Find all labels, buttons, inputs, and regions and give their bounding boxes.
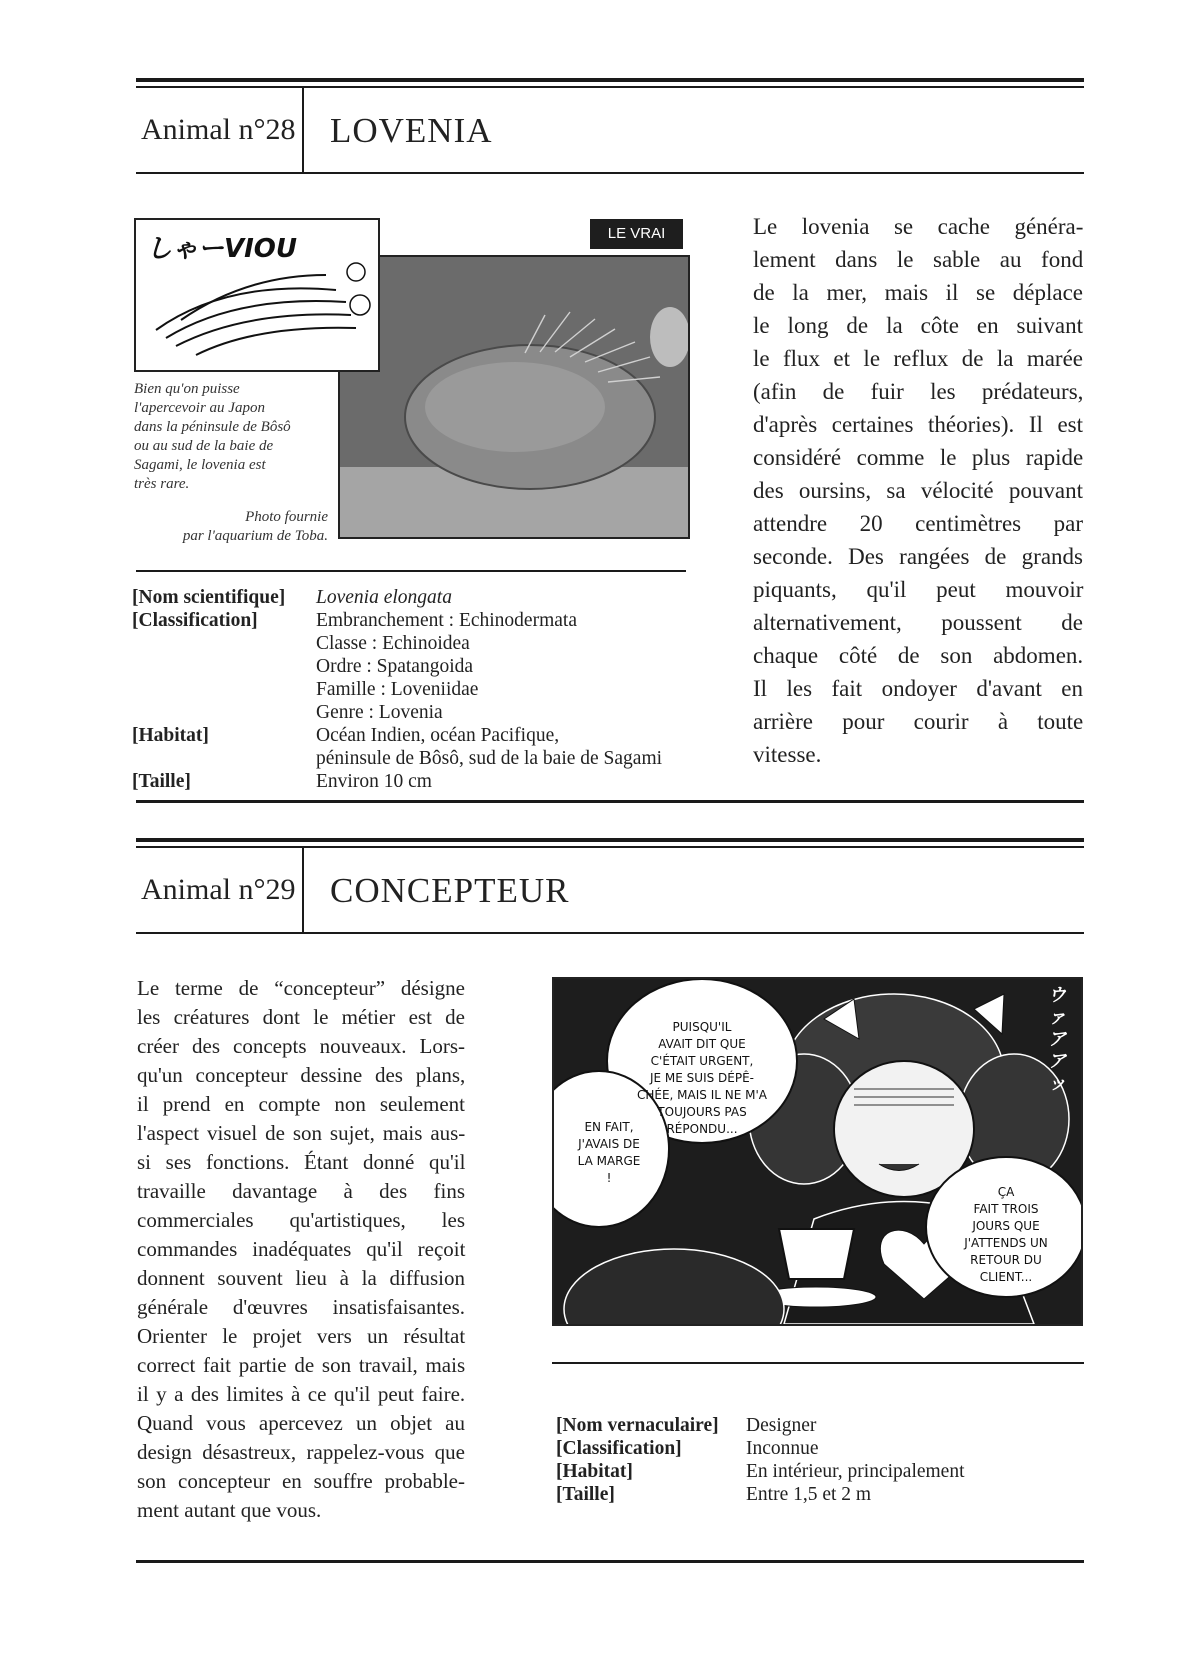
entry1-header-bottom-rule — [136, 172, 1084, 174]
entry2-bottom-rule — [136, 1560, 1084, 1563]
spec-row: [Habitat] Océan Indien, océan Pacifique, péninsule de Bôsô, sud de la baie de Sagami — [132, 725, 663, 769]
entry2-title: CONCEPTEUR — [330, 871, 570, 910]
speed-lines-illustration — [136, 220, 378, 370]
entry1-top-rule-thick — [136, 78, 1084, 82]
entry1-number: Animal n°28 — [141, 113, 296, 146]
entry1-specs — [132, 586, 662, 793]
entry2-specs — [556, 1414, 965, 1506]
spec-row: [Nom vernaculaire] Designer — [556, 1415, 817, 1436]
entry2-top-rule-thick — [136, 838, 1084, 842]
photo-caption: Bien qu'on puisse l'apercevoir au Japon dans la péninsule de Bôsô ou au sud de la baie de Sagami, le lovenia est très rare. — [134, 381, 291, 492]
speech-bubble-top: PUISQU'IL AVAIT DIT QUE C'ÉTAIT URGENT, JE ME SUIS DÉPÊ- CHÉE, MAIS IL NE M'A TOUJOURS PAS RÉPONDU... — [636, 1020, 767, 1136]
entry2-specs-top-rule — [552, 1362, 1084, 1364]
authenticity-tag: LE VRAI — [590, 219, 683, 249]
spec-row: [Classification] Inconnue — [556, 1438, 819, 1459]
panel-sound-effect: ウァアアッ — [1048, 985, 1066, 1094]
entry1-bottom-rule — [136, 800, 1084, 803]
spec-row: [Habitat] En intérieur, principalement — [556, 1461, 965, 1482]
speech-bubble-left: EN FAIT, J'AVAIS DE LA MARGE ! — [577, 1120, 641, 1185]
entry2-header-bottom-rule — [136, 932, 1084, 934]
entry1-top-rule-thin — [136, 86, 1084, 88]
manga-inset — [134, 218, 380, 372]
speech-bubble-right: ÇA FAIT TROIS JOURS QUE J'ATTENDS UN RETOUR DU CLIENT... — [964, 1185, 1048, 1284]
sea-urchin-illustration — [340, 257, 688, 537]
photo-credit: Photo fournie par l'aquarium de Toba. — [182, 509, 328, 544]
sound-effect: しゃーVIOU — [146, 234, 298, 264]
entry1-title: LOVENIA — [330, 111, 493, 150]
spec-row: [Classification] Embranchement : Echinodermata Classe : Echinoidea Ordre : Spatangoida Famille : Loveniidae Genre : Lovenia — [132, 610, 577, 723]
entry2-number: Animal n°29 — [141, 873, 296, 906]
entry2-top-rule-thin — [136, 846, 1084, 848]
spec-row: [Taille] Environ 10 cm — [132, 771, 432, 792]
entry2-header-divider — [302, 848, 304, 932]
entry2-description: Le terme de “concepteur” désigne les créatures dont le métier est de créer des concepts nouveaux. Lors- qu'un concepteur dessine des plans, il prend en compte non seulement l'aspect visuel de son sujet, mais aus- si ses fonctions. Étant donné qu'il travaille davantage à des fins commerciales qu'artistiques, les commandes inadéquates qu'il reçoit donnent souvent lieu à la diffusion générale d'œuvres insatisfaisantes. Orienter le projet vers un résultat correct fait partie de son travail, mais il y a des limites à ce qu'il peut faire. Quand vous apercevez un objet au design désastreux, rappelez-vous que son concepteur en souffre probable- ment autant que vous. — [137, 976, 466, 1522]
lovenia-photo — [338, 255, 690, 539]
entry1-header-divider — [302, 88, 304, 172]
manga-panel — [552, 977, 1083, 1326]
spec-row: [Nom scientifique] Lovenia elongata — [132, 587, 452, 608]
entry1-description: Le lovenia se cache généra- lement dans le sable au fond de la mer, mais il se déplace le long de la côte en suivant le flux et le reflux de la marée (afin de fuir les prédateurs, d'après certaines théories). Il est considéré comme le plus rapide des oursins, sa vélocité pouvant attendre 20 centimètres par seconde. Des rangées de grands piquants, qu'il peut mouvoir alternativement, poussent de chaque côté de son abdomen. Il les fait ondoyer d'avant en arrière pour courir à toute vitesse. — [753, 214, 1084, 767]
spec-row: [Taille] Entre 1,5 et 2 m — [556, 1484, 872, 1505]
specs-top-rule — [136, 570, 686, 572]
